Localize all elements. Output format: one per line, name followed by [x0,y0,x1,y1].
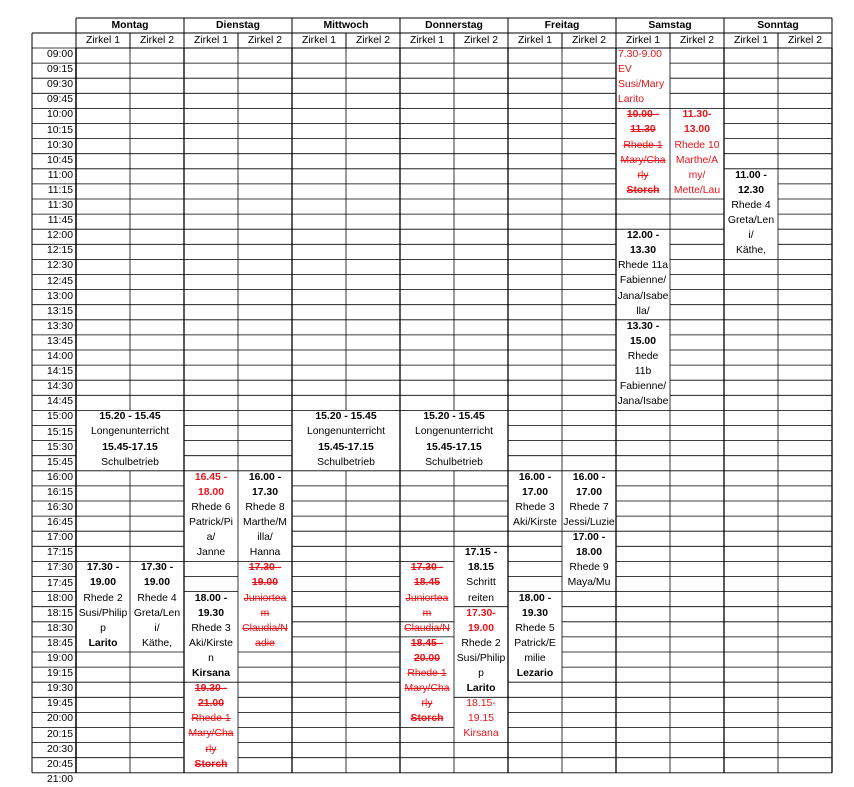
event-line: Rhede 1 [191,713,231,725]
event-line: Lezario [516,668,554,680]
time-label: 19:15 [46,668,73,680]
time-label: 12:30 [46,260,73,272]
event-line: a/ [206,532,216,544]
event-line: Rhede 5 [515,622,555,634]
event-block [184,591,238,682]
event-line: Patrick/Pi [189,517,233,529]
event-line: Rhede 11a [617,260,669,272]
time-label: 18:30 [46,622,73,634]
event-block [508,591,562,682]
event-line: Fabienne/ [619,381,667,393]
event-line: Juniortea [405,592,449,604]
time-label: 09:00 [46,49,73,60]
event-line: Larito [466,683,496,695]
event-block [616,47,670,107]
event-line: Rhede 10 [674,139,720,151]
time-label: 16:15 [46,486,73,498]
event-block [562,470,616,530]
event-line: 19.00 [251,577,278,589]
zirkel-header: Zirkel 1 [85,35,121,46]
event-line: i/ [748,230,754,242]
time-label: 09:45 [46,94,73,106]
event-line: 19.00 [143,577,170,589]
event-block [238,560,292,651]
event-line: Rhede 7 [569,501,609,513]
time-label: 14:30 [46,381,73,393]
event-block [76,560,130,651]
day-header: Mittwoch [323,20,369,31]
event-line: Maya/Mu [567,577,611,589]
event-line: 17.30 - [410,562,444,574]
event-line: 15.45-17.15 [102,441,158,453]
event-line: Marthe/A [675,154,719,166]
event-line: i/ [154,622,160,634]
event-line: Rhede 4 [137,592,177,604]
event-line: 16.00 - [518,471,552,483]
event-line: Greta/Len [133,607,181,619]
event-line: Kirsana [191,668,231,680]
time-label: 18:00 [46,592,73,604]
time-label: 20:00 [46,713,73,725]
event-line: Aki/Kirste [513,517,557,529]
event-line: p [478,668,484,680]
event-line: Hanna [249,547,281,559]
time-label: 17:15 [46,547,73,559]
event-line: adie [255,637,275,649]
event-line: 20.00 [413,652,440,664]
event-block [454,545,508,605]
event-line: 15.20 - 15.45 [423,411,485,423]
time-label: 11:00 [47,169,73,181]
event-line: 11.30 [630,124,656,136]
event-line: rly [205,743,217,755]
event-block [292,409,400,469]
event-line: 12.00 - [626,230,660,242]
event-line: 19.30 [521,607,548,619]
event-line: 15.00 [629,335,656,347]
time-label: 10:15 [46,124,73,136]
time-label: 20:30 [46,743,73,755]
zirkel-header: Zirkel 2 [787,35,823,46]
event-line: 19.30 [197,607,224,619]
event-line: Jessi/Luzie [563,517,615,529]
event-line: Marthe/M [243,517,287,529]
event-line: illa/ [257,532,273,544]
event-block [400,409,508,469]
event-line: Mette/Lau [673,184,721,196]
event-line: Greta/Len [727,215,775,227]
event-line: Rhede 8 [245,501,285,513]
event-line: Rhede 3 [191,622,231,634]
event-line: reiten [468,592,494,604]
event-line: 16.00 - [572,471,606,483]
event-line: 18.45 [413,577,440,589]
event-line: Fabienne/ [619,275,667,287]
event-line: 18.45 - [410,637,444,649]
time-label: 09:30 [46,79,73,91]
zirkel-header: Zirkel 1 [733,35,769,46]
event-line: 10.00 - [626,109,660,121]
time-label: 15:45 [46,456,73,468]
event-line: Rhede 2 [83,592,123,604]
event-line: Jana/Isabe [617,396,669,408]
event-line: 17.00 - [572,532,606,544]
event-line: 15.20 - 15.45 [99,411,161,423]
event-line: rly [637,169,649,181]
time-label: 17:00 [46,532,73,544]
event-block [76,409,184,469]
event-block [508,470,562,530]
event-line: 15.45-17.15 [426,441,482,453]
zirkel-header: Zirkel 2 [355,35,391,46]
event-line: 19.00 [89,577,116,589]
event-line: 11.30- [682,109,712,121]
time-label: 12:00 [46,230,73,242]
event-block [724,168,778,259]
event-block [400,560,454,634]
event-line: 18.15 [467,562,494,574]
event-line: Larito [618,94,644,106]
event-line: Schulbetrieb [425,456,483,468]
event-line: Rhede 1 [623,139,663,151]
event-line: m [260,607,270,619]
event-line: 17.00 [575,486,602,498]
event-line: EV [618,64,632,76]
event-line: Rhede 4 [731,199,771,211]
event-line: Schulbetrieb [317,456,375,468]
event-line: Storch [410,713,444,725]
event-line: lla/ [636,305,650,317]
event-line: Claudia/N [404,622,450,634]
event-line: Kirsana [463,728,499,740]
time-label: 14:00 [46,351,73,362]
event-line: 17.15 - [464,547,498,559]
event-line: 13.00 [683,124,710,136]
event-line: Longenunterricht [415,426,493,438]
time-label: 14:15 [46,366,73,378]
time-label: 10:30 [46,139,73,151]
event-line: n [208,652,214,664]
zirkel-header: Zirkel 2 [139,35,175,46]
event-line: Jana/Isabe [617,290,669,302]
event-line: 18.00 [197,486,224,498]
zirkel-header: Zirkel 1 [625,35,661,46]
event-line: 17.30 [251,486,278,498]
event-line: 18.00 [575,547,602,559]
event-line: Rhede 1 [407,668,447,680]
time-label: 12:45 [46,275,73,287]
time-label: 19:30 [46,683,73,695]
event-line: Storch [626,184,660,196]
time-label: 13:15 [46,305,73,317]
zirkel-header: Zirkel 1 [301,35,337,46]
event-line: rly [421,698,433,710]
time-label: 21:00 [46,773,73,785]
event-line: Käthe, [141,637,173,649]
day-header: Dienstag [216,20,260,31]
event-line: 11.00 - [735,169,767,181]
event-line: 15.45-17.15 [318,441,374,453]
event-line: 17.30 - [86,562,120,574]
event-line: Rhede 3 [515,501,555,513]
time-label: 16:45 [46,517,73,529]
event-line: 13.30 [629,245,656,257]
event-line: Rhede [627,350,659,362]
event-line: 7.30-9.00 [618,49,662,60]
zirkel-header: Zirkel 2 [247,35,283,46]
time-label: 15:00 [46,411,73,423]
event-block [562,530,616,590]
time-label: 11:15 [47,184,73,196]
event-line: 19.30 - [194,683,228,695]
event-block [238,470,292,561]
event-block [184,470,238,561]
event-line: 21.00 [197,698,224,710]
time-label: 14:45 [46,396,73,408]
time-label: 18:45 [46,637,73,649]
time-label: 10:45 [46,154,73,166]
event-line: my/ [688,169,706,181]
time-label: 15:30 [46,441,73,453]
event-line: Schulbetrieb [101,456,159,468]
zirkel-header: Zirkel 1 [517,35,553,46]
time-label: 11:45 [47,215,73,227]
event-block [130,560,184,651]
event-line: Longenunterricht [307,426,385,438]
event-block [184,681,238,772]
day-header: Montag [111,20,149,31]
day-header: Sonntag [757,20,799,31]
event-block [400,636,454,727]
event-line: Juniortea [243,592,287,604]
event-line: 18.15- [466,698,496,710]
time-label: 11:30 [47,200,73,211]
event-line: Rhede 6 [191,501,231,513]
event-line: Käthe, [735,245,767,257]
event-line: Longenunterricht [91,426,169,438]
event-line: 17.30 - [248,562,282,574]
day-header: Donnerstag [425,20,483,31]
time-label: 16:30 [46,502,73,513]
event-line: Susi/Philip [78,607,128,619]
time-label: 20:15 [46,728,73,740]
event-line: 17.00 [521,486,548,498]
event-block [670,107,724,198]
time-label: 10:00 [46,109,73,121]
event-line: 17.30 - [140,562,174,574]
zirkel-header: Zirkel 1 [409,35,445,46]
event-line: 12.30 [737,184,764,196]
time-label: 20:45 [46,758,73,770]
event-line: 11b [634,366,652,378]
event-block [454,606,508,697]
event-line: 15.20 - 15.45 [315,411,377,423]
time-label: 17:30 [46,562,73,574]
zirkel-header: Zirkel 1 [193,35,229,46]
time-label: 09:15 [46,64,73,76]
event-line: Susi/Mary [618,79,665,91]
time-label: 13:30 [46,320,73,332]
time-label: 16:00 [46,471,73,483]
event-line: 18.00 - [194,592,228,604]
event-block [616,107,670,198]
time-label: 12:15 [46,245,73,257]
event-line: Rhede 9 [569,562,609,574]
event-line: 19.15 [467,713,494,725]
event-line: m [422,607,432,619]
zirkel-header: Zirkel 2 [679,35,715,46]
event-line: Storch [194,758,228,770]
time-label: 17:45 [46,577,73,589]
time-label: 15:15 [46,426,73,438]
event-line: Rhede 2 [461,637,501,649]
event-line: Janne [196,547,226,559]
event-line: Mary/Cha [620,154,666,166]
event-block [616,228,670,319]
event-line: Susi/Philip [456,652,506,664]
event-line: Larito [88,637,118,649]
event-line: 16.45 - [194,471,228,483]
event-line: Patrick/E [514,637,556,649]
day-header: Freitag [544,20,580,31]
time-label: 19:45 [46,698,73,710]
event-line: Aki/Kirste [189,637,233,649]
zirkel-header: Zirkel 2 [571,35,607,46]
event-line: Schritt [466,577,496,589]
zirkel-header: Zirkel 2 [463,35,499,46]
event-block [616,319,670,410]
event-line: 16.00 - [248,471,282,483]
time-label: 18:15 [46,607,73,619]
event-line: p [100,622,106,634]
event-line: 18.00 - [518,592,552,604]
time-label: 13:00 [46,290,73,302]
event-line: Mary/Cha [404,683,450,695]
event-line: Mary/Cha [188,728,234,740]
event-line: milie [524,652,546,664]
event-line: 19.00 [467,622,494,634]
time-label: 13:45 [46,335,73,347]
event-line: 13.30 - [626,320,660,332]
event-line: Claudia/N [242,622,288,634]
event-block [454,696,508,741]
day-header: Samstag [648,20,692,31]
time-label: 19:00 [46,653,73,664]
event-line: 17.30- [466,607,496,619]
